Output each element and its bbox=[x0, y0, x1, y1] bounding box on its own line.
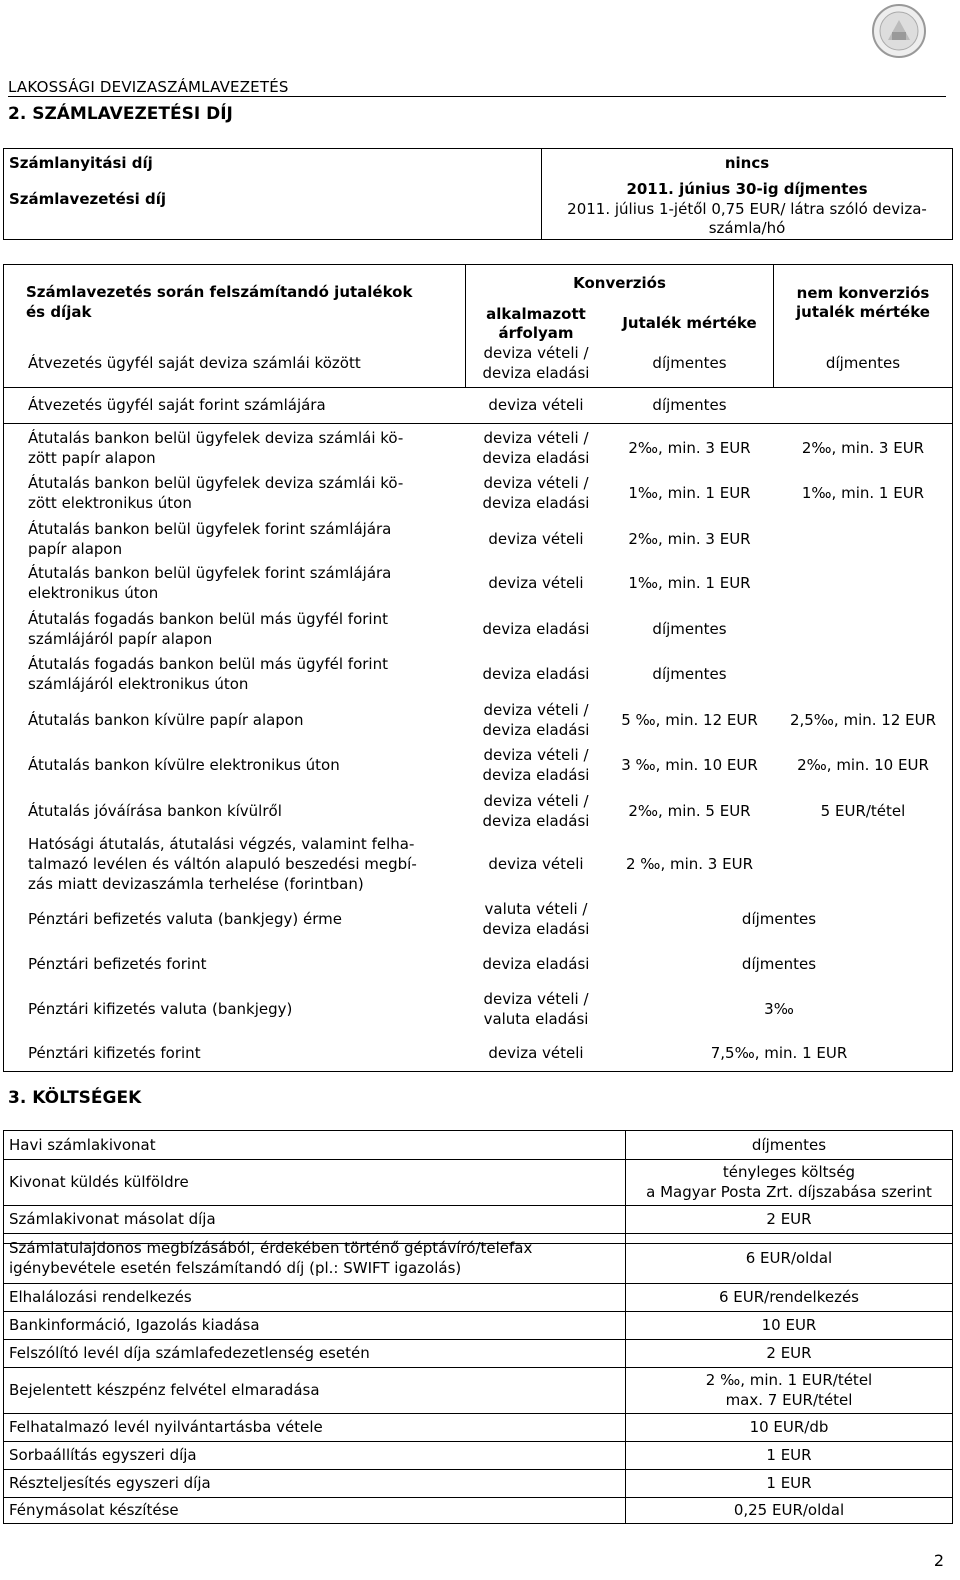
commissions-head-nonconv-2: jutalék mértéke bbox=[796, 303, 930, 321]
commission-row-nonconv-fee: 1‰, min. 1 EUR bbox=[801, 484, 925, 502]
commission-row-rate: valuta vételi / bbox=[484, 900, 588, 918]
cost-value: díjmentes bbox=[751, 1136, 827, 1154]
commission-row-fee: 2‰, min. 3 EUR bbox=[628, 530, 751, 548]
cost-value: 2 EUR bbox=[766, 1344, 812, 1362]
commission-row-label: Átvezetés ügyfél saját deviza számlái között bbox=[28, 354, 361, 372]
costs-row-divider bbox=[4, 1413, 952, 1414]
header-divider bbox=[8, 96, 946, 97]
commission-row-rate: deviza eladási bbox=[482, 665, 590, 683]
maintenance-fee-label: Számlavezetési díj bbox=[9, 190, 167, 208]
cost-label: Felhatalmazó levél nyilvántartásba vétele bbox=[9, 1418, 323, 1436]
commissions-head-fee: Jutalék mértéke bbox=[622, 314, 757, 332]
commission-row-rate-cont: deviza eladási bbox=[482, 812, 590, 830]
commission-row-rate: deviza vételi bbox=[488, 530, 584, 548]
cost-label: Kivonat küldés külföldre bbox=[9, 1173, 189, 1191]
commission-row-label-cont: zás miatt devizaszámla terhelése (forintban) bbox=[28, 875, 364, 893]
commission-row-nonconv-fee: 2‰, min. 10 EUR bbox=[797, 756, 929, 774]
commission-row-label-cont: zött papír alapon bbox=[28, 449, 156, 467]
costs-row-divider bbox=[4, 1159, 952, 1160]
cost-label: Részteljesítés egyszeri díja bbox=[9, 1474, 211, 1492]
commission-row-nonconv-fee: 5 EUR/tétel bbox=[820, 802, 906, 820]
commission-row-label-cont: számlájáról papír alapon bbox=[28, 630, 213, 648]
opening-fee-label: Számlanyitási díj bbox=[9, 154, 153, 172]
cost-value: 6 EUR/oldal bbox=[745, 1249, 833, 1267]
commission-row-label-cont: talmazó levélen és váltón alapuló beszedési megbí- bbox=[28, 855, 417, 873]
cost-value: 2 ‰, min. 1 EUR/tétel bbox=[705, 1371, 873, 1389]
commissions-head-conversion: Konverziós bbox=[573, 274, 666, 292]
cost-label: Felszólító levél díja számlafedezetlenség esetén bbox=[9, 1344, 370, 1362]
commission-row-rate-cont: deviza eladási bbox=[482, 364, 590, 382]
cost-label: Számlatulajdonos megbízásából, érdekében történő géptávíró/telefax bbox=[9, 1239, 533, 1257]
commission-row-fee-merged: díjmentes bbox=[741, 955, 817, 973]
cost-label: Bankinformáció, Igazolás kiadása bbox=[9, 1316, 260, 1334]
commissions-head-label-1: Számlavezetés során felszámítandó jutalékok bbox=[26, 283, 413, 301]
commission-row-label: Pénztári kifizetés forint bbox=[28, 1044, 201, 1062]
commission-row-nonconv-fee: 2‰, min. 3 EUR bbox=[801, 439, 925, 457]
commission-row-rate: deviza vételi bbox=[488, 1044, 584, 1062]
commission-row-rate: deviza vételi / bbox=[483, 429, 589, 447]
cost-label: Fénymásolat készítése bbox=[9, 1501, 179, 1519]
commission-row-fee: díjmentes bbox=[652, 354, 727, 372]
cost-value: 1 EUR bbox=[766, 1474, 812, 1492]
commission-row-fee: díjmentes bbox=[652, 396, 727, 414]
costs-table bbox=[3, 1130, 953, 1524]
commission-row-label: Pénztári befizetés forint bbox=[28, 955, 207, 973]
commissions-table bbox=[3, 264, 953, 1072]
commission-row-label: Pénztári befizetés valuta (bankjegy) érme bbox=[28, 910, 343, 928]
commission-row-label: Átvezetés ügyfél saját forint számlájára bbox=[28, 396, 326, 414]
commission-row-fee-merged: 7,5‰, min. 1 EUR bbox=[710, 1044, 848, 1062]
cost-value: 1 EUR bbox=[766, 1446, 812, 1464]
commission-row-rate: deviza eladási bbox=[482, 955, 590, 973]
commission-row-label: Hatósági átutalás, átutalási végzés, valamint felha- bbox=[28, 835, 415, 853]
commission-row-rate-cont: deviza eladási bbox=[482, 721, 590, 739]
cost-label: Havi számlakivonat bbox=[9, 1136, 156, 1154]
commission-row-label: Átutalás bankon kívülre papír alapon bbox=[28, 711, 304, 729]
commission-row-fee-merged: díjmentes bbox=[741, 910, 817, 928]
cost-label: Bejelentett készpénz felvétel elmaradása bbox=[9, 1381, 320, 1399]
commission-row-fee: díjmentes bbox=[652, 620, 727, 638]
cost-value: 10 EUR/db bbox=[749, 1418, 829, 1436]
cost-label: Elhalálozási rendelkezés bbox=[9, 1288, 192, 1306]
cost-label: Sorbaállítás egyszeri díja bbox=[9, 1446, 197, 1464]
costs-row-divider bbox=[4, 1205, 952, 1206]
commission-row-fee: 2 ‰, min. 3 EUR bbox=[626, 855, 753, 873]
commission-row-nonconv-fee: díjmentes bbox=[825, 354, 901, 372]
costs-row-divider bbox=[4, 1367, 952, 1368]
commission-row-label: Átutalás bankon belül ügyfelek deviza számlái kö- bbox=[28, 429, 404, 447]
commission-row-label: Átutalás bankon belül ügyfelek deviza számlái kö- bbox=[28, 474, 404, 492]
commission-row-rate-cont: valuta eladási bbox=[483, 1010, 589, 1028]
commission-row-label-cont: számlájáról elektronikus úton bbox=[28, 675, 249, 693]
commission-row-fee: díjmentes bbox=[652, 665, 727, 683]
commission-row-rate: deviza vételi bbox=[488, 574, 584, 592]
commission-row-rate: deviza vételi / bbox=[483, 746, 589, 764]
commission-row-label-cont: papír alapon bbox=[28, 540, 123, 558]
commission-row-rate-cont: deviza eladási bbox=[482, 494, 590, 512]
section-3-heading: 3. KÖLTSÉGEK bbox=[8, 1088, 142, 1108]
commissions-head-nonconv-1: nem konverziós bbox=[796, 284, 930, 302]
cost-value: 6 EUR/rendelkezés bbox=[718, 1288, 860, 1306]
commission-row-label: Átutalás bankon belül ügyfelek forint számlájára bbox=[28, 564, 392, 582]
page-number: 2 bbox=[933, 1551, 944, 1570]
commission-row-label: Átutalás fogadás bankon belül más ügyfél forint bbox=[28, 610, 388, 628]
cost-value-cont: a Magyar Posta Zrt. díjszabása szerint bbox=[646, 1183, 932, 1201]
commissions-head-rate-2: árfolyam bbox=[498, 324, 574, 342]
costs-row-divider bbox=[4, 1233, 952, 1234]
costs-row-divider bbox=[4, 1497, 952, 1498]
costs-row-divider bbox=[4, 1283, 952, 1284]
commission-row-fee: 1‰, min. 1 EUR bbox=[628, 484, 751, 502]
commissions-head-label-2: és díjak bbox=[26, 303, 92, 321]
commission-row-label: Pénztári kifizetés valuta (bankjegy) bbox=[28, 1000, 293, 1018]
commission-row-label-cont: zött elektronikus úton bbox=[28, 494, 192, 512]
commission-row-fee: 1‰, min. 1 EUR bbox=[628, 574, 751, 592]
cost-value: 10 EUR bbox=[761, 1316, 817, 1334]
document-title: LAKOSSÁGI DEVIZASZÁMLAVEZETÉS bbox=[8, 78, 289, 96]
commission-row-fee: 2‰, min. 3 EUR bbox=[628, 439, 751, 457]
commission-row-rate-cont: deviza eladási bbox=[482, 766, 590, 784]
commission-row-label: Átutalás bankon belül ügyfelek forint számlájára bbox=[28, 520, 392, 538]
commission-row-nonconv-fee: 2,5‰, min. 12 EUR bbox=[789, 711, 937, 729]
cost-value: 2 EUR bbox=[766, 1210, 812, 1228]
costs-row-divider bbox=[4, 1441, 952, 1442]
commissions-head-rate-1: alkalmazott bbox=[486, 305, 586, 323]
cost-label-cont: igénybevétele esetén felszámítandó díj (pl.: SWIFT igazolás) bbox=[9, 1259, 462, 1277]
commission-row-fee: 3 ‰, min. 10 EUR bbox=[621, 756, 758, 774]
costs-row-divider bbox=[4, 1339, 952, 1340]
commission-row-rate: deviza vételi / bbox=[483, 990, 589, 1008]
maintenance-fee-line3: számla/hó bbox=[708, 219, 786, 237]
commission-row-fee: 5 ‰, min. 12 EUR bbox=[621, 711, 758, 729]
cost-value: tényleges költség bbox=[722, 1163, 856, 1181]
commission-row-label: Átutalás bankon kívülre elektronikus úton bbox=[28, 756, 340, 774]
section-2-heading: 2. SZÁMLAVEZETÉSI DÍJ bbox=[8, 104, 233, 124]
commission-row-fee: 2‰, min. 5 EUR bbox=[628, 802, 751, 820]
opening-fee-value: nincs bbox=[724, 154, 770, 172]
commission-row-rate-cont: deviza eladási bbox=[482, 920, 590, 938]
account-fees-table bbox=[3, 148, 953, 240]
cost-value-cont: max. 7 EUR/tétel bbox=[725, 1391, 853, 1409]
commission-row-rate-cont: deviza eladási bbox=[482, 449, 590, 467]
commission-row-label: Átutalás fogadás bankon belül más ügyfél forint bbox=[28, 655, 388, 673]
commission-row-fee-merged: 3‰ bbox=[764, 1000, 794, 1018]
commission-row-rate: deviza vételi / bbox=[483, 344, 589, 362]
commission-row-rate: deviza vételi / bbox=[483, 792, 589, 810]
cost-label: Számlakivonat másolat díja bbox=[9, 1210, 216, 1228]
commission-row-label: Átutalás jóváírása bankon kívülről bbox=[28, 802, 282, 820]
commission-row-rate: deviza eladási bbox=[482, 620, 590, 638]
maintenance-fee-line1: 2011. június 30-ig díjmentes bbox=[626, 180, 868, 198]
cost-value: 0,25 EUR/oldal bbox=[733, 1501, 845, 1519]
maintenance-fee-line2: 2011. július 1-jétől 0,75 EUR/ látra szóló deviza- bbox=[567, 200, 927, 218]
costs-row-divider bbox=[4, 1469, 952, 1470]
commission-row-rate: deviza vételi / bbox=[483, 701, 589, 719]
commission-row-rate: deviza vételi bbox=[488, 855, 584, 873]
bank-seal-logo bbox=[868, 2, 930, 60]
commission-row-rate: deviza vételi / bbox=[483, 474, 589, 492]
commission-row-label-cont: elektronikus úton bbox=[28, 584, 159, 602]
commission-row-rate: deviza vételi bbox=[488, 396, 584, 414]
costs-row-divider bbox=[4, 1311, 952, 1312]
